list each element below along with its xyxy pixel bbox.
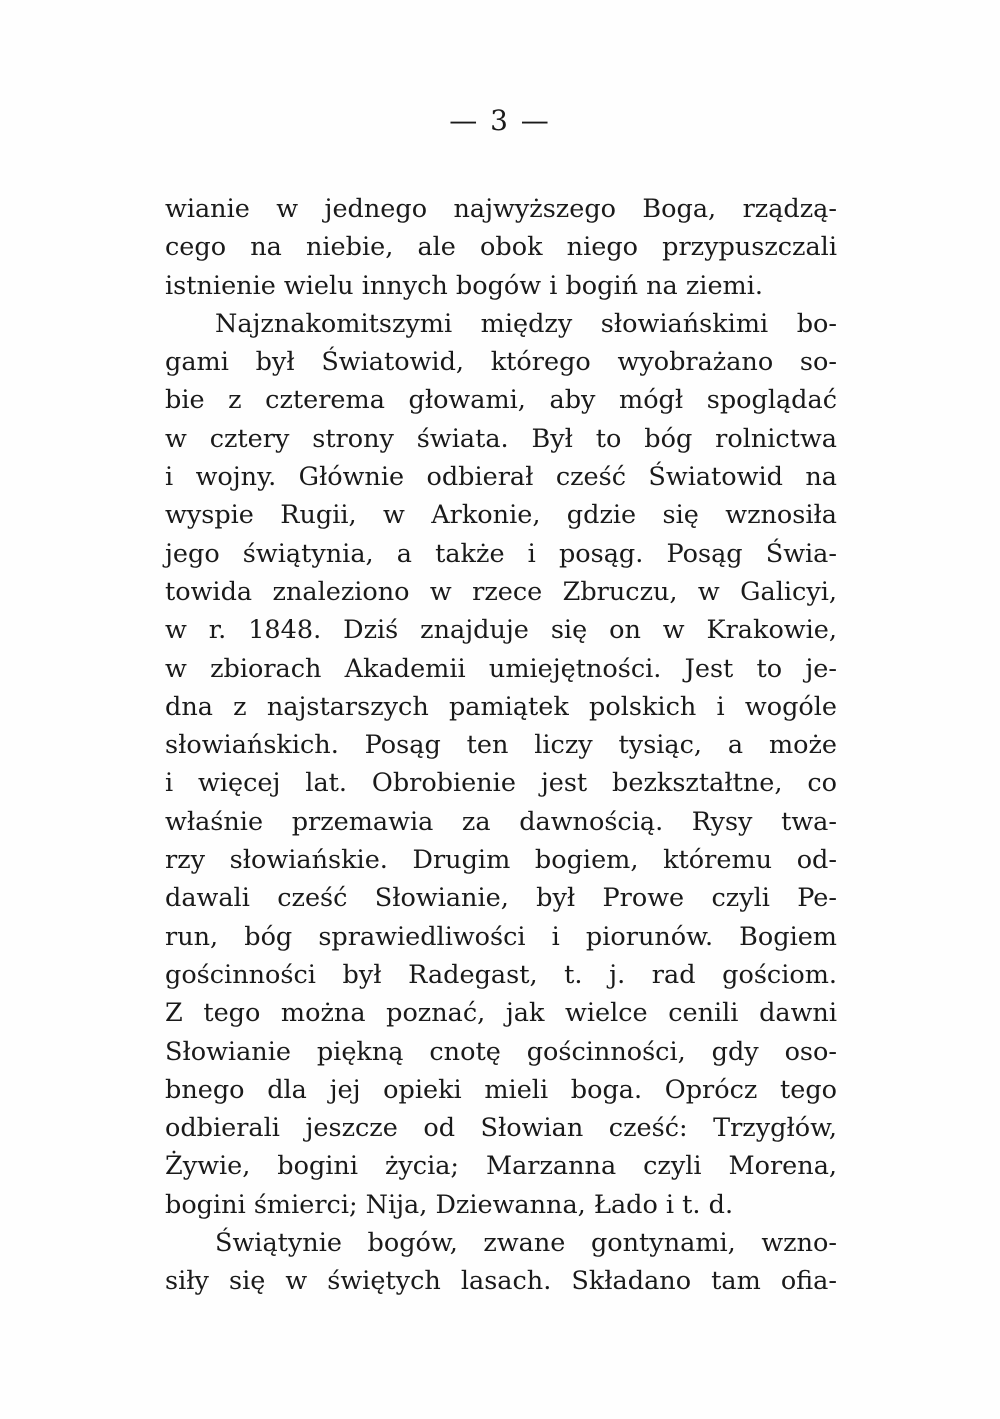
body-text — [165, 190, 837, 1301]
text-line: cego na niebie, ale obok niego przypuszczali — [165, 232, 837, 263]
page-number: — 3 — — [449, 104, 551, 137]
text-line: Świątynie bogów, zwane gontynami, wzno- — [215, 1228, 837, 1259]
text-line: Żywie, bogini życia; Marzanna czyli Morena, — [165, 1151, 837, 1182]
text-line: Słowianie piękną cnotę gościnności, gdy oso- — [165, 1036, 837, 1067]
text-line: gami był Światowid, którego wyobrażano so- — [165, 347, 837, 378]
text-line: dna z najstarszych pamiątek polskich i wogóle — [165, 691, 837, 722]
text-line: Najznakomitszymi między słowiańskimi bo- — [215, 308, 837, 339]
text-line: Z tego można poznać, jak wielce cenili dawni — [165, 998, 837, 1029]
text-line: w cztery strony świata. Był to bóg rolnictwa — [165, 423, 837, 454]
text-line: siły się w świętych lasach. Składano tam ofia- — [165, 1266, 837, 1297]
text-line: słowiańskich. Posąg ten liczy tysiąc, a może — [165, 730, 837, 761]
text-line: i więcej lat. Obrobienie jest bezkształtne, co — [165, 768, 837, 799]
text-line: dawali cześć Słowianie, był Prowe czyli Pe- — [165, 883, 837, 914]
text-line: w r. 1848. Dziś znajduje się on w Krakowie, — [165, 615, 837, 646]
text-line: w zbiorach Akademii umiejętności. Jest to je- — [165, 653, 837, 684]
text-line: i wojny. Głównie odbierał cześć Światowid na — [165, 462, 837, 493]
text-line: właśnie przemawia za dawnością. Rysy twa- — [165, 806, 837, 837]
text-line: jego świątynia, a także i posąg. Posąg Świa- — [165, 538, 837, 569]
text-line: bogini śmierci; Nija, Dziewanna, Łado i t. d. — [165, 1189, 734, 1220]
text-line: rzy słowiańskie. Drugim bogiem, któremu od- — [165, 845, 837, 876]
text-line: bie z czterema głowami, aby mógł spoglądać — [165, 385, 837, 416]
text-line: istnienie wielu innych bogów i bogiń na ziemi. — [165, 270, 763, 301]
text-line: odbierali jeszcze od Słowian cześć: Trzygłów, — [165, 1113, 837, 1144]
text-line: gościnności był Radegast, t. j. rad gościom. — [165, 959, 837, 990]
text-line: run, bóg sprawiedliwości i piorunów. Bogiem — [165, 921, 837, 952]
text-line: wyspie Rugii, w Arkonie, gdzie się wznosiła — [165, 500, 837, 531]
text-line: towida znaleziono w rzece Zbruczu, w Galicyi, — [165, 576, 837, 607]
text-line: wianie w jednego najwyższego Boga, rządzą- — [165, 194, 837, 224]
text-line: bnego dla jej opieki mieli boga. Oprócz tego — [165, 1074, 837, 1105]
